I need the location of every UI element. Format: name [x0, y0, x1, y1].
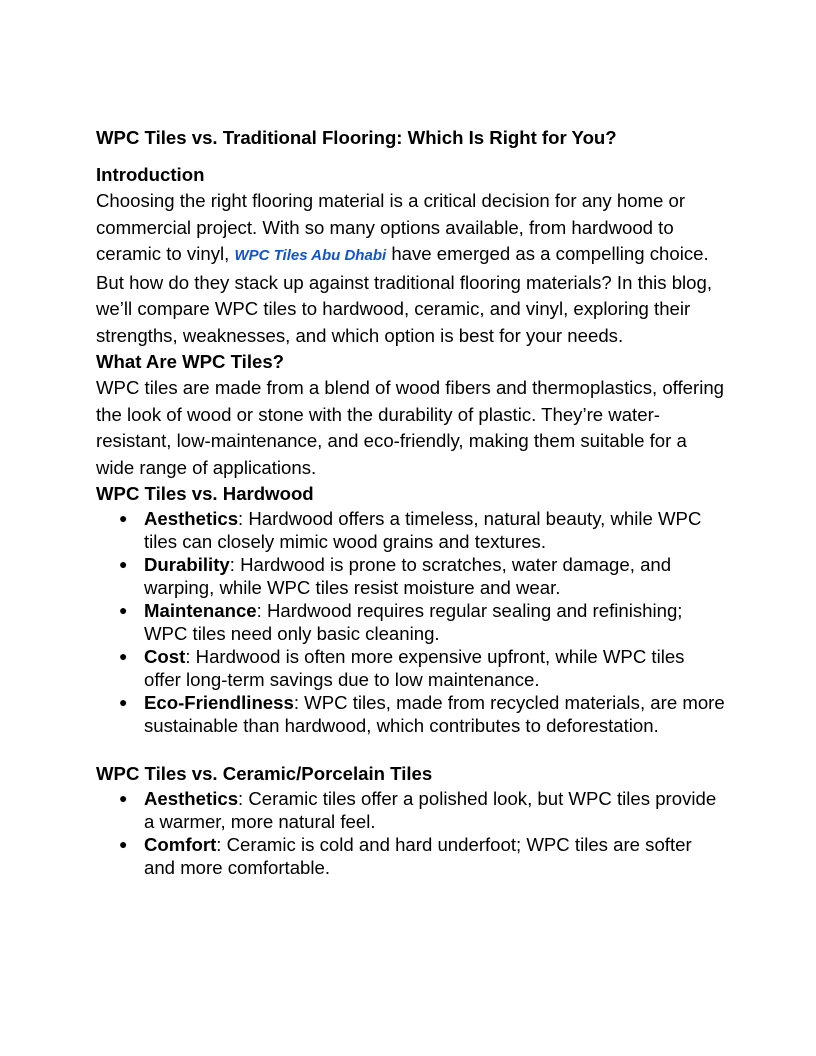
list-item	[119, 599, 726, 645]
list-item-term: Aesthetics	[144, 508, 239, 529]
list-item	[119, 833, 726, 879]
list-item-term: Aesthetics	[144, 788, 239, 809]
hardwood-list	[96, 507, 726, 737]
bullet-icon: ●	[119, 790, 128, 806]
list-item-term: Comfort	[144, 834, 217, 855]
what-paragraph: WPC tiles are made from a blend of wood fibers and thermoplastics, offering the look of wood or stone with the durability of plastic. They’re water-resistant, low-maintenance, and eco-friendly, making them suitable for a wide range of applications.	[96, 377, 725, 478]
bullet-icon: ●	[119, 836, 128, 852]
list-item-term: Eco-Friendliness	[144, 692, 294, 713]
list-item	[119, 507, 726, 553]
list-item	[119, 691, 726, 737]
list-item-text: : Ceramic tiles offer a polished look, but WPC tiles provide a warmer, more natural feel.	[144, 788, 717, 832]
document-title: WPC Tiles vs. Traditional Flooring: Which Is Right for You?	[96, 127, 617, 148]
list-item-term: Durability	[144, 554, 230, 575]
list-item-text: : Hardwood is prone to scratches, water damage, and warping, while WPC tiles resist moisture and wear.	[144, 554, 672, 598]
document-page	[96, 124, 726, 879]
bullet-icon: ●	[119, 602, 128, 618]
wpc-tiles-abu-dhabi-link[interactable]: WPC Tiles Abu Dhabi	[234, 247, 387, 264]
ceramic-heading: WPC Tiles vs. Ceramic/Porcelain Tiles	[96, 763, 433, 784]
bullet-icon: ●	[119, 694, 128, 710]
section-spacer	[96, 737, 726, 761]
intro-text-after-link: have emerged as a compelling choice. But how do they stack up against traditional flooring materials? In this blog, we’ll compare WPC tiles to hardwood, ceramic, and vinyl, exploring their strengths, weaknesses, and which option is best for your needs.	[96, 243, 713, 346]
list-item-text: : Ceramic is cold and hard underfoot; WPC tiles are softer and more comfortable.	[144, 834, 692, 878]
bullet-icon: ●	[119, 510, 128, 526]
list-item-text: : Hardwood is often more expensive upfront, while WPC tiles offer long-term savings due to low maintenance.	[144, 646, 685, 690]
list-item-term: Cost	[144, 646, 186, 667]
bullet-icon: ●	[119, 648, 128, 664]
list-item-term: Maintenance	[144, 600, 257, 621]
list-item-text: : Hardwood requires regular sealing and refinishing; WPC tiles need only basic cleaning.	[144, 600, 683, 644]
bullet-icon: ●	[119, 556, 128, 572]
list-item-text: : Hardwood offers a timeless, natural beauty, while WPC tiles can closely mimic wood grains and textures.	[144, 508, 702, 552]
list-item	[119, 645, 726, 691]
intro-heading: Introduction	[96, 164, 205, 185]
ceramic-list	[96, 787, 726, 879]
list-item	[119, 553, 726, 599]
what-heading: What Are WPC Tiles?	[96, 351, 285, 372]
hardwood-heading: WPC Tiles vs. Hardwood	[96, 483, 314, 504]
intro-paragraph	[96, 188, 726, 349]
intro-text-before-link: Choosing the right flooring material is a critical decision for any home or commercial project. With so many options available, from hardwood to ceramic to vinyl,	[96, 190, 686, 264]
list-item-text: : WPC tiles, made from recycled materials, are more sustainable than hardwood, which contributes to deforestation.	[144, 692, 725, 736]
list-item	[119, 787, 726, 833]
